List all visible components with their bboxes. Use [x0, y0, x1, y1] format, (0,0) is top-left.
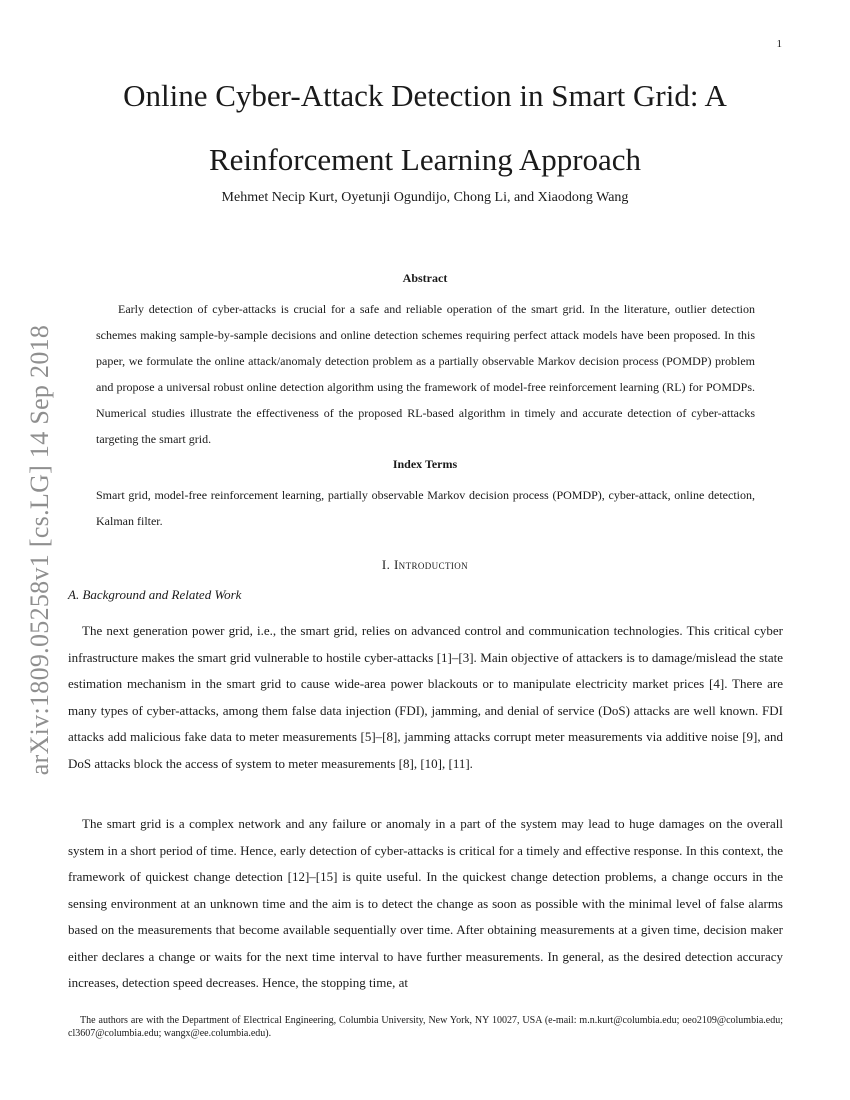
subsection-heading: A. Background and Related Work — [68, 587, 242, 602]
author-footnote: The authors are with the Department of Electrical Engineering, Columbia University, New York, NY 10027, USA (e-mail: m.n.kurt@columbia.edu; oeo2109@columbia.edu; cl3607@columbia.edu; wangx@ee.columbia.edu). — [68, 1015, 783, 1039]
body-paragraph: The next generation power grid, i.e., the smart grid, relies on advanced control and communication technologies. This critical cyber infrastructure makes the smart grid vulnerable to hostile cyber-attacks [1]–[3]. Main objective of attackers is to damage/mislead the state estimation mechanism in the smart grid to cause wide-area power blackouts or to manipulate electricity market prices [4]. There are many types of cyber-attacks, among them false data injection (FDI), jamming, and denial of service (DoS) attacks are well known. FDI attacks add malicious fake data to meter measurements [5]–[8], jamming attacks corrupt meter measurements via additive noise [9], and DoS attacks block the access of system to meter measurements [8], [10], [11]. — [68, 623, 783, 771]
arxiv-stamp: arXiv:1809.05258v1 [cs.LG] 14 Sep 2018 — [25, 324, 54, 776]
abstract-heading: Abstract — [402, 271, 448, 285]
title-line-2: Reinforcement Learning Approach — [208, 142, 642, 177]
section-heading — [0, 557, 850, 573]
title-line-1: Online Cyber-Attack Detection in Smart Grid: A — [123, 78, 727, 113]
author-list: Mehmet Necip Kurt, Oyetunji Ogundijo, Chong Li, and Xiaodong Wang — [221, 190, 629, 205]
index-terms-body: Smart grid, model-free reinforcement learning, partially observable Markov decision process (POMDP), cyber-attack, online detection, Kalman filter. — [96, 488, 755, 528]
index-terms-heading: Index Terms — [392, 457, 458, 471]
abstract-body: Early detection of cyber-attacks is crucial for a safe and reliable operation of the smart grid. In the literature, outlier detection schemes making sample-by-sample decisions and online detection schemes requiring perfect attack models have been proposed. In this paper, we formulate the online attack/anomaly detection problem as a partially observable Markov decision process (POMDP) problem and propose a universal robust online detection algorithm using the framework of model-free reinforcement learning (RL) for POMDPs. Numerical studies illustrate the effectiveness of the proposed RL-based algorithm in timely and accurate detection of cyber-attacks targeting the smart grid. — [96, 302, 755, 446]
section-title: Introduction — [393, 557, 469, 572]
page-number: 1 — [776, 38, 782, 50]
section-number: I. — [381, 557, 391, 572]
paper-title — [0, 64, 850, 192]
body-paragraph: The smart grid is a complex network and any failure or anomaly in a part of the system may lead to huge damages on the overall system in a short period of time. Hence, early detection of cyber-attacks is critical for a timely and effective response. In this context, the framework of quickest change detection [12]–[15] is quite useful. In the quickest change detection problems, a change occurs in the sensing environment at an unknown time and the aim is to detect the change as soon as possible with the minimal level of false alarms based on the measurements that become available sequentially over time. After obtaining measurements at a given time, decision maker either declares a change or waits for the next time interval to have further measurements. In general, as the desired detection accuracy increases, detection speed decreases. Hence, the stopping time, at — [68, 816, 783, 990]
